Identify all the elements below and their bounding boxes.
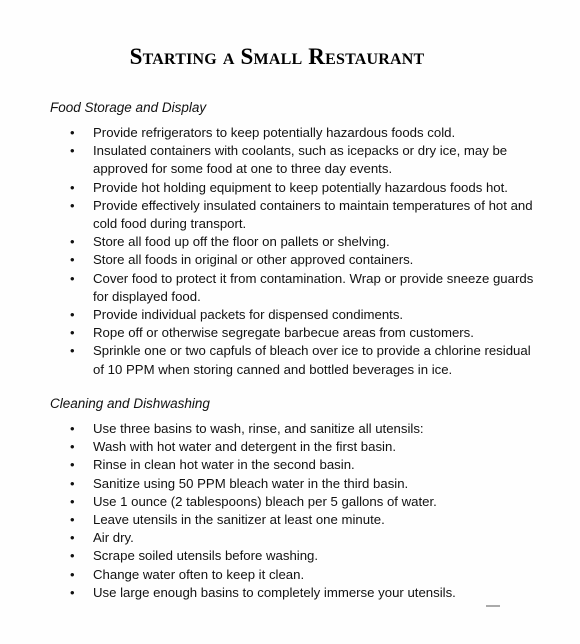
list-item xyxy=(70,342,540,378)
bullet-icon: • xyxy=(70,512,75,528)
list-item-text: Change water often to keep it clean. xyxy=(93,566,305,582)
list-item xyxy=(70,511,540,529)
bullet-icon: • xyxy=(70,234,75,250)
list-item-text: Rinse in clean hot water in the second basin. xyxy=(93,457,355,473)
list-item-text: Provide hot holding equipment to keep potentially hazardous foods hot. xyxy=(93,179,508,195)
scan-artifact-mark xyxy=(486,605,500,607)
list-item-text: Rope off or otherwise segregate barbecue areas from customers. xyxy=(93,325,474,341)
list-item-text: Use 1 ounce (2 tablespoons) bleach per 5 gallons of water. xyxy=(93,493,437,509)
list-item xyxy=(70,270,540,306)
bullet-icon: • xyxy=(70,197,75,213)
bullet-icon: • xyxy=(70,475,75,491)
bullet-icon: • xyxy=(70,493,75,509)
list-item-text: Wash with hot water and detergent in the first basin. xyxy=(93,439,396,455)
list-item xyxy=(70,493,540,511)
section-heading-cleaning: Cleaning and Dishwashing xyxy=(50,396,210,411)
list-item-text: Provide effectively insulated containers to maintain temperatures of hot and cold food during transport. xyxy=(93,197,533,232)
bullet-icon: • xyxy=(70,421,75,436)
list-item xyxy=(70,420,540,438)
list-item xyxy=(70,197,540,233)
list-item-text: Scrape soiled utensils before washing. xyxy=(93,548,319,564)
list-item-text: Sprinkle one or two capfuls of bleach over ice to provide a chlorine residual of 10 PPM when storing canned and bottled beverages in ice. xyxy=(93,343,531,377)
bullet-icon: • xyxy=(70,343,75,359)
list-item-text: Insulated containers with coolants, such as icepacks or dry ice, may be approved for some food at one to three day events. xyxy=(93,143,508,177)
list-item xyxy=(70,475,540,493)
list-item xyxy=(70,547,540,565)
document-title: Starting a Small Restaurant xyxy=(129,44,425,69)
bullet-icon: • xyxy=(70,179,75,195)
list-item-text: Store all food up off the floor on pallets or shelving. xyxy=(93,234,390,250)
list-item-text: Cover food to protect it from contamination. Wrap or provide sneeze guards for displayed food. xyxy=(93,270,534,304)
list-item xyxy=(70,324,540,342)
list-item xyxy=(70,233,540,251)
list-item-text: Sanitize using 50 PPM bleach water in the third basin. xyxy=(93,475,409,491)
bullet-icon: • xyxy=(70,584,75,600)
list-item-text: Provide refrigerators to keep potentially hazardous foods cold. xyxy=(93,125,456,140)
list-item xyxy=(70,584,540,602)
list-item-text: Use three basins to wash, rinse, and sanitize all utensils: xyxy=(93,421,424,436)
bullet-icon: • xyxy=(70,325,75,341)
list-item xyxy=(70,251,540,269)
section-heading-food-storage: Food Storage and Display xyxy=(50,100,207,115)
bullet-icon: • xyxy=(70,307,75,323)
bullet-icon: • xyxy=(70,252,75,268)
bullet-icon: • xyxy=(70,548,75,564)
list-item-text: Leave utensils in the sanitizer at least one minute. xyxy=(93,512,385,528)
bullet-icon: • xyxy=(70,270,75,286)
list-item xyxy=(70,566,540,584)
list-item xyxy=(70,456,540,474)
cleaning-list xyxy=(70,420,540,602)
list-item xyxy=(70,306,540,324)
list-item xyxy=(70,529,540,547)
list-item xyxy=(70,438,540,456)
list-item-text: Use large enough basins to completely immerse your utensils. xyxy=(93,584,456,600)
bullet-icon: • xyxy=(70,530,75,546)
list-item xyxy=(70,124,540,142)
bullet-icon: • xyxy=(70,439,75,455)
list-item xyxy=(70,179,540,197)
list-item-text: Provide individual packets for dispensed condiments. xyxy=(93,307,404,323)
bullet-icon: • xyxy=(70,457,75,473)
bullet-icon: • xyxy=(70,566,75,582)
list-item xyxy=(70,142,540,178)
food-storage-list xyxy=(70,124,540,379)
list-item-text: Air dry. xyxy=(93,530,134,546)
bullet-icon: • xyxy=(70,125,75,140)
bullet-icon: • xyxy=(70,143,75,159)
list-item-text: Store all foods in original or other approved containers. xyxy=(93,252,414,268)
